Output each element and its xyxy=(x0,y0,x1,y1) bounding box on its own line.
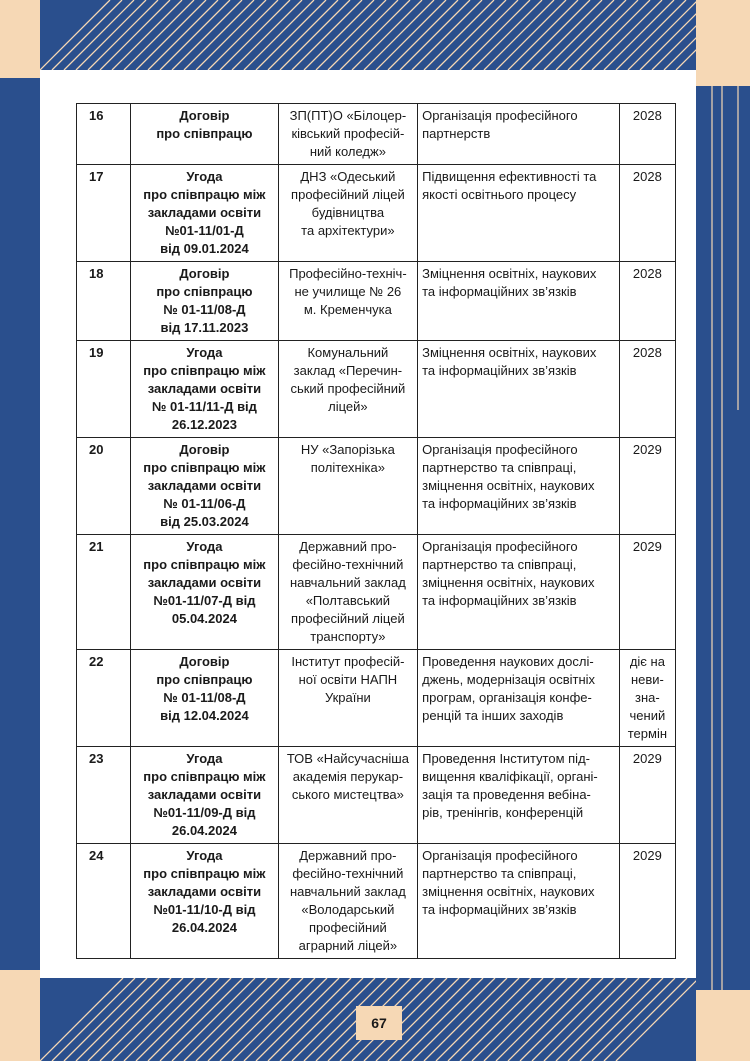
purpose-cell-line: ренцій та інших заходів xyxy=(422,708,564,723)
document-cell xyxy=(131,438,278,535)
document-cell-line: Договір xyxy=(179,266,230,281)
organization-cell-line: професійний xyxy=(308,920,387,935)
right-vertical-lines xyxy=(712,86,738,990)
purpose-cell-line: джень, модернізація освітніх xyxy=(422,672,596,687)
document-cell-line: від 12.04.2024 xyxy=(160,708,249,723)
table-row xyxy=(77,438,676,535)
document-cell-line: закладами освіти xyxy=(147,884,262,899)
purpose-cell-line: Організація професійного xyxy=(422,108,578,123)
purpose-cell xyxy=(418,104,620,165)
purpose-cell-line: та інформаційних зв’язків xyxy=(422,284,577,299)
purpose-cell-line: та інформаційних зв’язків xyxy=(422,902,577,917)
term-cell-line: 2029 xyxy=(632,539,662,554)
organization-cell-line: ної освіти НАПН xyxy=(298,672,398,687)
organization-cell-line: ківський професій- xyxy=(291,126,405,141)
agreements-table xyxy=(76,103,676,959)
organization-cell-line: Державний про- xyxy=(299,848,397,863)
document-cell xyxy=(131,262,278,341)
document-cell-line: про співпрацю xyxy=(156,284,253,299)
term-cell-line: термін xyxy=(627,726,668,741)
document-cell-line: № 01-11/08-Д xyxy=(163,302,246,317)
organization-cell-line: Інститут професій- xyxy=(291,654,405,669)
document-cell-line: про співпрацю xyxy=(156,126,253,141)
purpose-cell-line: Організація професійного xyxy=(422,848,578,863)
document-cell-line: Договір xyxy=(179,108,230,123)
purpose-cell-line: Зміцнення освітніх, наукових xyxy=(422,266,597,281)
organization-cell-line: та архітектури» xyxy=(301,223,395,238)
document-cell-line: про співпрацю між xyxy=(143,769,266,784)
organization-cell-line: фесійно-технічний xyxy=(292,866,404,881)
purpose-cell xyxy=(418,650,620,747)
term-cell-line: неви- xyxy=(630,672,664,687)
organization-cell-line: ліцей» xyxy=(328,399,368,414)
document-cell-line: закладами освіти xyxy=(147,205,262,220)
document-cell-line: від 09.01.2024 xyxy=(160,241,249,256)
document-cell-line: про співпрацю між xyxy=(143,460,266,475)
organization-cell-line: м. Кременчука xyxy=(303,302,392,317)
purpose-cell-line: Проведення Інститутом під- xyxy=(422,751,590,766)
document-cell-line: Угода xyxy=(186,848,223,863)
table-row xyxy=(77,262,676,341)
document-cell-line: Угода xyxy=(186,539,223,554)
purpose-cell-line: якості освітнього процесу xyxy=(422,187,577,202)
purpose-cell-line: Підвищення ефективності та xyxy=(422,169,597,184)
organization-cell xyxy=(278,438,417,535)
document-cell-line: Угода xyxy=(186,345,223,360)
organization-cell-line: не училище № 26 xyxy=(294,284,402,299)
purpose-cell-line: та інформаційних зв’язків xyxy=(422,363,577,378)
document-cell-line: від 17.11.2023 xyxy=(160,320,249,335)
purpose-cell-line: партнерство та співпраці, xyxy=(422,557,577,572)
organization-cell-line: навчальний заклад xyxy=(289,884,406,899)
document-cell-line: №01-11/10-Д від xyxy=(153,902,256,917)
purpose-cell xyxy=(418,262,620,341)
organization-cell-line: ТОВ «Найсучасніша xyxy=(286,751,409,766)
row-number: 18 xyxy=(77,262,131,341)
purpose-cell-line: та інформаційних зв’язків xyxy=(422,593,577,608)
organization-cell-line: НУ «Запорізька xyxy=(300,442,395,457)
organization-cell-line: академія перукар- xyxy=(292,769,404,784)
organization-cell-line: аграрний ліцей» xyxy=(298,938,398,953)
term-cell-line: чений xyxy=(629,708,666,723)
organization-cell-line: ський професійний xyxy=(290,381,406,396)
term-cell-line: діє на xyxy=(629,654,665,669)
organization-cell xyxy=(278,747,417,844)
term-cell-line: зна- xyxy=(635,690,660,705)
document-cell-line: № 01-11/08-Д xyxy=(163,690,246,705)
row-number: 16 xyxy=(77,104,131,165)
organization-cell-line: України xyxy=(324,690,371,705)
purpose-cell-line: вищення кваліфікації, органі- xyxy=(422,769,598,784)
organization-cell-line: навчальний заклад xyxy=(289,575,406,590)
document-cell-line: Угода xyxy=(186,751,223,766)
document-cell-line: закладами освіти xyxy=(147,381,262,396)
row-number: 17 xyxy=(77,165,131,262)
organization-cell-line: «Полтавський xyxy=(305,593,391,608)
term-cell xyxy=(619,438,675,535)
term-cell-line: 2029 xyxy=(632,751,662,766)
term-cell xyxy=(619,104,675,165)
term-cell xyxy=(619,535,675,650)
term-cell-line: 2028 xyxy=(632,345,662,360)
organization-cell xyxy=(278,650,417,747)
document-cell-line: №01-11/01-Д xyxy=(165,223,244,238)
document-cell-line: про співпрацю між xyxy=(143,363,266,378)
organization-cell-line: заклад «Перечин- xyxy=(293,363,403,378)
diagonal-stripes-top xyxy=(40,0,746,70)
organization-cell-line: транспорту» xyxy=(310,629,386,644)
organization-cell-line: професійний ліцей xyxy=(291,611,405,626)
term-cell xyxy=(619,747,675,844)
purpose-cell-line: партнерство та співпраці, xyxy=(422,866,577,881)
organization-cell-line: «Володарський xyxy=(301,902,395,917)
organization-cell-line: Професійно-техніч- xyxy=(289,266,407,281)
row-number: 22 xyxy=(77,650,131,747)
organization-cell-line: ДНЗ «Одеський xyxy=(300,169,396,184)
row-number: 21 xyxy=(77,535,131,650)
organization-cell xyxy=(278,165,417,262)
table-row xyxy=(77,747,676,844)
document-cell-line: Договір xyxy=(179,442,230,457)
purpose-cell-line: партнерство та співпраці, xyxy=(422,460,577,475)
purpose-cell-line: рів, тренінгів, конференцій xyxy=(422,805,584,820)
row-number: 19 xyxy=(77,341,131,438)
purpose-cell xyxy=(418,165,620,262)
document-cell-line: про співпрацю між xyxy=(143,187,266,202)
organization-cell-line: Державний про- xyxy=(299,539,397,554)
purpose-cell-line: зміцнення освітніх, наукових xyxy=(422,884,595,899)
term-cell-line: 2028 xyxy=(632,108,662,123)
document-cell-line: про співпрацю xyxy=(156,672,253,687)
purpose-cell-line: Проведення наукових дослі- xyxy=(422,654,594,669)
purpose-cell-line: зміцнення освітніх, наукових xyxy=(422,575,595,590)
document-cell-line: закладами освіти xyxy=(147,478,262,493)
document-cell-line: №01-11/09-Д від xyxy=(153,805,256,820)
document-cell-line: 05.04.2024 xyxy=(171,611,237,626)
document-cell-line: № 01-11/11-Д від xyxy=(151,399,257,414)
document-cell-line: Договір xyxy=(179,654,230,669)
document-cell-line: закладами освіти xyxy=(147,787,262,802)
purpose-cell-line: та інформаційних зв’язків xyxy=(422,496,577,511)
document-cell-line: № 01-11/06-Д xyxy=(163,496,246,511)
purpose-cell-line: зація та проведення вебіна- xyxy=(422,787,591,802)
document-cell-line: про співпрацю між xyxy=(143,557,266,572)
term-cell xyxy=(619,165,675,262)
organization-cell xyxy=(278,104,417,165)
document-cell-line: 26.04.2024 xyxy=(171,920,237,935)
term-cell-line: 2029 xyxy=(632,442,662,457)
table-row xyxy=(77,844,676,959)
row-number: 20 xyxy=(77,438,131,535)
organization-cell-line: професійний ліцей xyxy=(291,187,405,202)
document-cell-line: 26.12.2023 xyxy=(171,417,237,432)
table-row xyxy=(77,650,676,747)
organization-cell-line: ського мистецтва» xyxy=(291,787,404,802)
page-number: 67 xyxy=(356,1006,402,1040)
row-number: 23 xyxy=(77,747,131,844)
document-cell xyxy=(131,341,278,438)
term-cell-line: 2029 xyxy=(632,848,662,863)
term-cell xyxy=(619,650,675,747)
table-row xyxy=(77,165,676,262)
document-cell xyxy=(131,650,278,747)
document-cell-line: закладами освіти xyxy=(147,575,262,590)
organization-cell xyxy=(278,262,417,341)
table-row xyxy=(77,104,676,165)
organization-cell-line: політехніка» xyxy=(310,460,385,475)
purpose-cell-line: Організація професійного xyxy=(422,539,578,554)
purpose-cell xyxy=(418,747,620,844)
term-cell xyxy=(619,341,675,438)
document-cell xyxy=(131,165,278,262)
document-cell xyxy=(131,535,278,650)
organization-cell xyxy=(278,341,417,438)
document-cell-line: 26.04.2024 xyxy=(171,823,237,838)
organization-cell-line: будівництва xyxy=(311,205,385,220)
document-cell xyxy=(131,844,278,959)
row-number: 24 xyxy=(77,844,131,959)
table-row xyxy=(77,341,676,438)
purpose-cell xyxy=(418,844,620,959)
organization-cell xyxy=(278,844,417,959)
table-row xyxy=(77,535,676,650)
organization-cell-line: ний коледж» xyxy=(309,144,386,159)
purpose-cell-line: партнерств xyxy=(422,126,491,141)
term-cell-line: 2028 xyxy=(632,169,662,184)
document-cell-line: від 25.03.2024 xyxy=(160,514,249,529)
purpose-cell xyxy=(418,438,620,535)
organization-cell xyxy=(278,535,417,650)
purpose-cell-line: зміцнення освітніх, наукових xyxy=(422,478,595,493)
purpose-cell-line: програм, організація конфе- xyxy=(422,690,592,705)
document-cell xyxy=(131,747,278,844)
purpose-cell xyxy=(418,535,620,650)
document-cell-line: Угода xyxy=(186,169,223,184)
purpose-cell xyxy=(418,341,620,438)
document-cell xyxy=(131,104,278,165)
document-cell-line: №01-11/07-Д від xyxy=(153,593,256,608)
organization-cell-line: Комунальний xyxy=(307,345,389,360)
term-cell xyxy=(619,844,675,959)
organization-cell-line: фесійно-технічний xyxy=(292,557,404,572)
term-cell-line: 2028 xyxy=(632,266,662,281)
term-cell xyxy=(619,262,675,341)
purpose-cell-line: Організація професійного xyxy=(422,442,578,457)
organization-cell-line: ЗП(ПТ)О «Білоцер- xyxy=(289,108,407,123)
purpose-cell-line: Зміцнення освітніх, наукових xyxy=(422,345,597,360)
document-cell-line: про співпрацю між xyxy=(143,866,266,881)
